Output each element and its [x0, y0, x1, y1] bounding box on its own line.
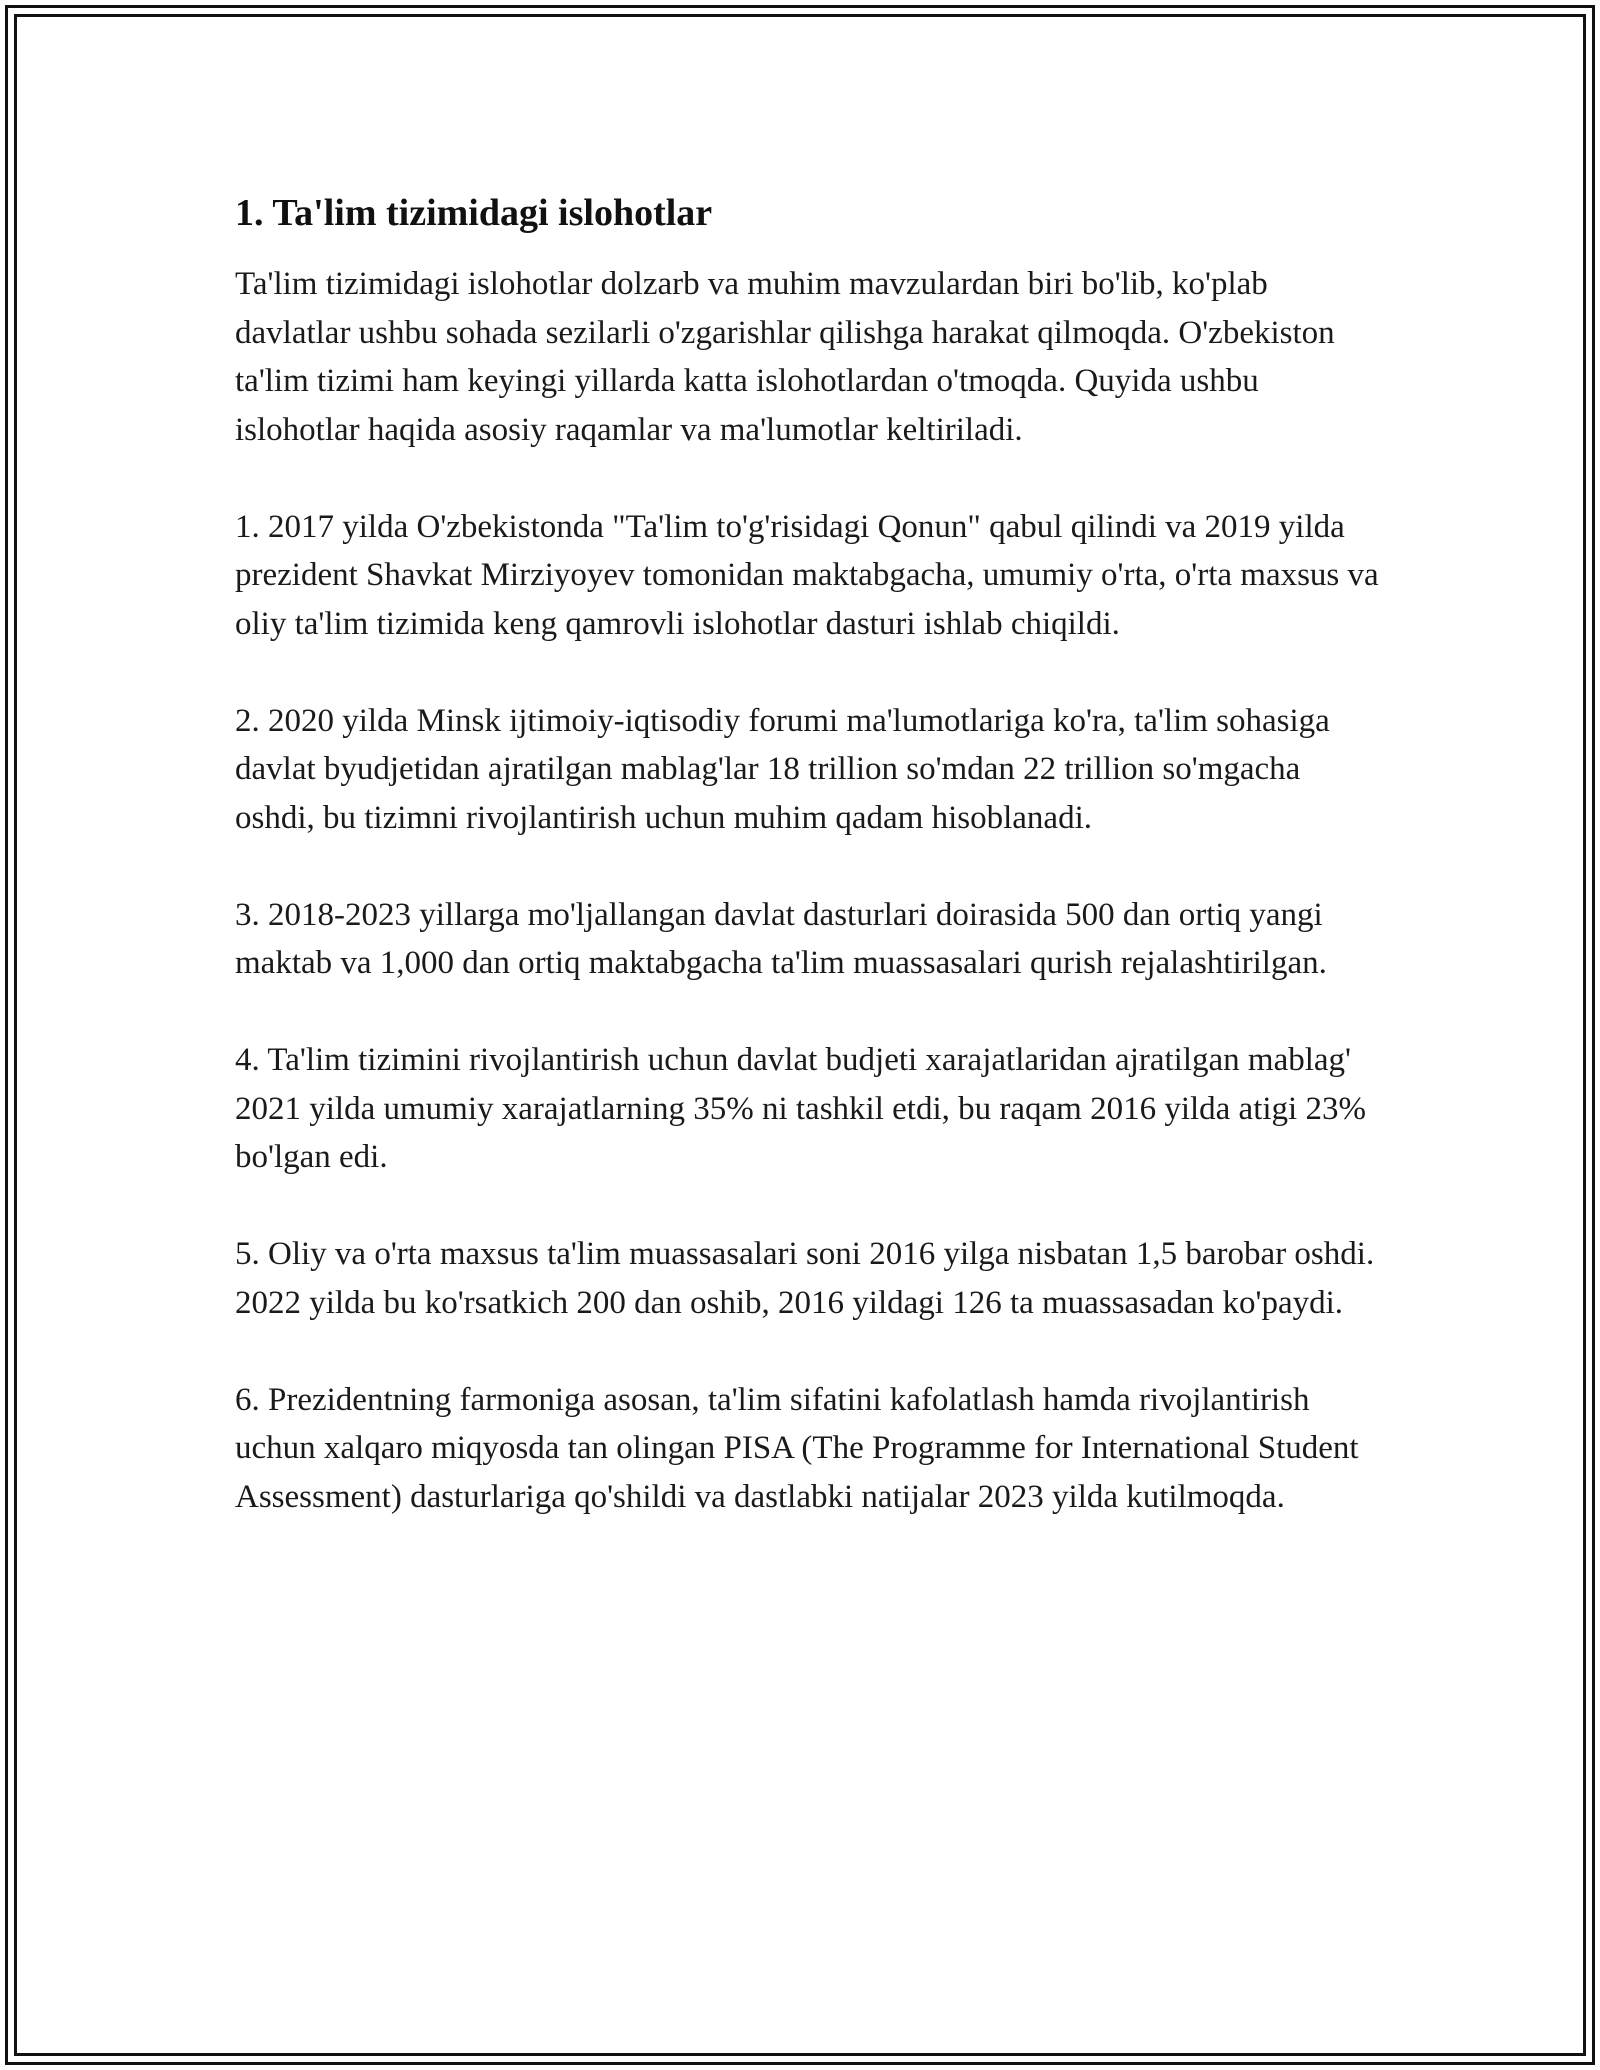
list-item: 1. 2017 yilda O'zbekistonda "Ta'lim to'g'risidagi Qonun" qabul qilindi va 2019 yilda prezident Shavkat Mirziyoyev tomonidan maktabgacha, umumiy o'rta, o'rta maxsus va oliy ta'lim tizimida keng qamrovli islohotlar dasturi ishlab chiqildi.	[235, 508, 1379, 642]
list-item: 5. Oliy va o'rta maxsus ta'lim muassasalari soni 2016 yilga nisbatan 1,5 barobar oshdi. 2022 yilda bu ko'rsatkich 200 dan oshib, 2016 yildagi 126 ta muassasadan ko'paydi.	[235, 1236, 1375, 1321]
document-body	[235, 188, 1385, 1521]
section-heading: 1. Ta'lim tizimidagi islohotlar	[235, 192, 713, 234]
list-item: 2. 2020 yilda Minsk ijtimoiy-iqtisodiy forumi ma'lumotlariga ko'ra, ta'lim sohasiga davlat byudjetidan ajratilgan mablag'lar 18 trillion so'mdan 22 trillion so'mgacha oshdi, bu tizimni rivojlantirish uchun muhim qadam hisoblanadi.	[235, 702, 1330, 836]
list-item: 6. Prezidentning farmoniga asosan, ta'lim sifatini kafolatlash hamda rivojlantirish uchun xalqaro miqyosda tan olingan PISA (The Programme for International Student Assessment) dasturlariga qo'shildi va dastlabki natijalar 2023 yilda kutilmoqda.	[235, 1381, 1359, 1515]
list-item: 4. Ta'lim tizimini rivojlantirish uchun davlat budjeti xarajatlaridan ajratilgan mablag' 2021 yilda umumiy xarajatlarning 35% ni tashkil etdi, bu raqam 2016 yilda atigi 23% bo'lgan edi.	[235, 1042, 1366, 1175]
intro-paragraph: Ta'lim tizimidagi islohotlar dolzarb va muhim mavzulardan biri bo'lib, ko'plab davlatlar ushbu sohada sezilarli o'zgarishlar qilishga harakat qilmoqda. O'zbekiston ta'lim tizimi ham keyingi yillarda katta islohotlardan o'tmoqda. Quyida ushbu islohotlar haqida asosiy raqamlar va ma'lumotlar keltiriladi.	[235, 266, 1335, 448]
list-item: 3. 2018-2023 yillarga mo'ljallangan davlat dasturlari doirasida 500 dan ortiq yangi maktab va 1,000 dan ortiq maktabgacha ta'lim muassasalari qurish rejalashtirilgan.	[235, 896, 1327, 981]
